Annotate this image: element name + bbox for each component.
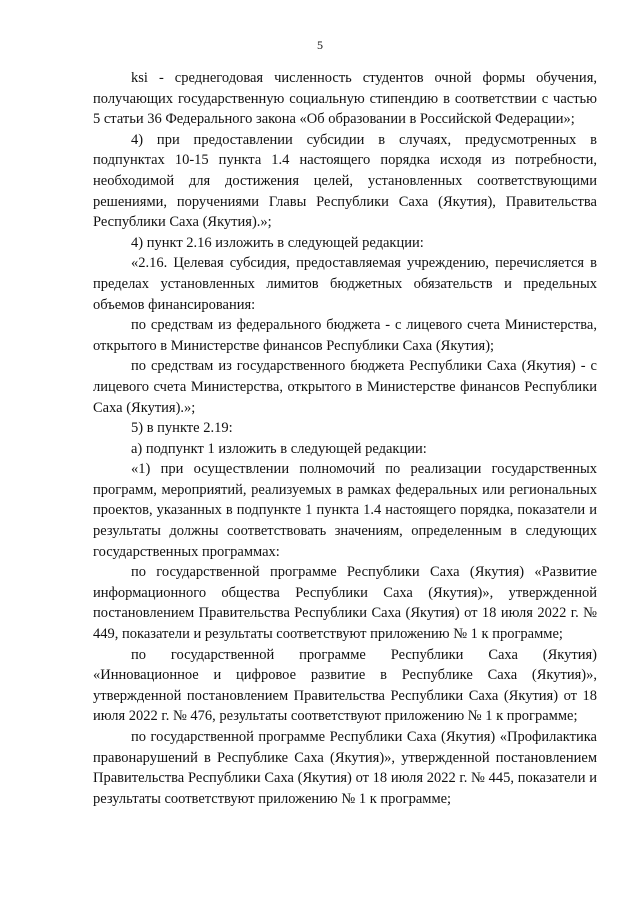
paragraph-amend-2-16: 4) пункт 2.16 изложить в следующей редакции: xyxy=(131,234,424,251)
paragraph-2-16-text: «2.16. Целевая субсидия, предоставляемая учреждению, перечисляется в пределах установленных лимитов бюджетных обязательств и предельных объемов финансирования: xyxy=(93,255,597,313)
paragraph-subitem-1-text: «1) при осуществлении полномочий по реализации государственных программ, мероприятий, реализуемых в рамках федеральных или региональных проектов, указанных в подпункте 1 пункта 1.4 настоящего порядка, показатели и результаты должны соответствовать значениям, определенным в следующих государственных программах: xyxy=(93,461,597,560)
paragraph-program-449: по государственной программе Республики Саха (Якутия) «Развитие информационного общества Республики Саха (Якутия)», утвержденной постановлением Правительства Республики Саха (Якутия) от 18 июля 2022 г. № 449, показатели и результаты соответствуют приложению № 1 к программе; xyxy=(93,564,597,643)
paragraph-item-4-subsidy: 4) при предоставлении субсидии в случаях, предусмотренных в подпунктах 10-15 пункта 1.4 настоящего порядка исходя из потребности, необходимой для достижения целей, установленных соответствующими решениями, поручениями Главы Республики Саха (Якутия), Правительства Республики Саха (Якутия).»; xyxy=(93,131,597,231)
document-body xyxy=(93,68,597,809)
paragraph-ksi-definition: ksi - среднегодовая численность студентов очной формы обучения, получающих государственную социальную стипендию в соответствии с частью 5 статьи 36 Федерального закона «Об образовании в Российской Федерации»; xyxy=(93,70,597,128)
paragraph-amend-2-19: 5) в пункте 2.19: xyxy=(131,420,233,437)
page-number: 5 xyxy=(317,38,323,52)
paragraph-program-476: по государственной программе Республики Саха (Якутия) «Инновационное и цифровое развитие в Республике Саха (Якутия)», утвержденной постановлением Правительства Республики Саха (Якутия) от 18 июля 2022 г. № 476, результаты соответствуют приложению № 1 к программе; xyxy=(93,646,597,725)
paragraph-subitem-a: а) подпункт 1 изложить в следующей редакции: xyxy=(131,440,427,457)
paragraph-program-445: по государственной программе Республики Саха (Якутия) «Профилактика правонарушений в Республике Саха (Якутия)», утвержденной постановлением Правительства Республики Саха (Якутия) от 18 июля 2022 г. № 445, показатели и результаты соответствуют приложению № 1 к программе; xyxy=(93,729,597,807)
paragraph-federal-budget: по средствам из федерального бюджета - с лицевого счета Министерства, открытого в Министерстве финансов Республики Саха (Якутия); xyxy=(93,317,597,354)
paragraph-state-budget: по средствам из государственного бюджета Республики Саха (Якутия) - с лицевого счета Министерства, открытого в Министерстве финансов Республики Саха (Якутия).»; xyxy=(93,358,597,416)
